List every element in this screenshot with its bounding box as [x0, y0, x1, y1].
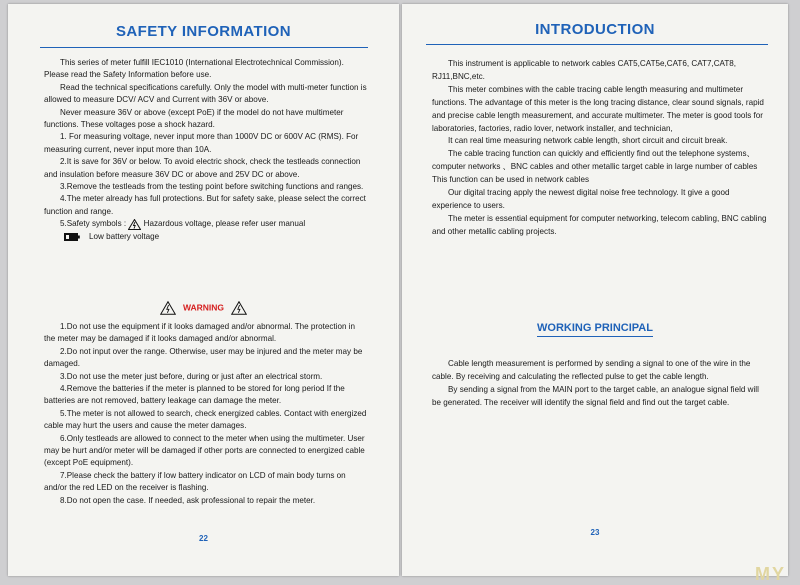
- battery-text: Low battery voltage: [89, 231, 160, 241]
- hazard-text: Hazardous voltage, please refer user manual: [143, 219, 306, 229]
- warning-heading: [8, 301, 399, 315]
- left-page: [8, 4, 399, 576]
- page-title: SAFETY INFORMATION: [116, 23, 291, 40]
- list-item: 3.Do not use the meter just before, during or just after an electrical storm.: [60, 371, 323, 381]
- list-item: 7.Please check the battery if low battery indicator on LCD of main body turns on and/or the red LED on the receiver is flashing.: [44, 470, 346, 493]
- paragraph: It can real time measuring network cable length, short circuit and circuit break.: [448, 136, 728, 146]
- hazard-icon: [128, 219, 141, 230]
- battery-icon: [64, 233, 80, 241]
- watermark: MY: [755, 564, 786, 584]
- paragraph: Read the technical specifications carefully. Only the model with multi-meter function is allowed to measure DCV/ ACV and Current with 36V or above.: [44, 82, 367, 105]
- list-item: 6.Only testleads are allowed to connect to the meter when using the multimeter. User may be hurt and/or meter will be damaged if other ports are connected to energized cable (except PoE equipment).: [44, 433, 365, 468]
- paragraph: Never measure 36V or above (except PoE) if the model do not have multimeter functions. These voltages pose a shock hazard.: [44, 107, 344, 130]
- page-number: 22: [199, 534, 208, 543]
- safety-symbols-row: [44, 218, 368, 230]
- paragraph: This series of meter fulfill IEC1010 (International Electrotechnical Commission). Please read the Safety Information before use.: [44, 58, 344, 80]
- list-item: 5.The meter is not allowed to search, check energized cables. Contact with energized cable may hurt the users and cause the meter damages.: [44, 408, 367, 431]
- paragraph: The meter is essential equipment for computer networking, telecom cabling, BNC cabling and other metallic cabling projects.: [432, 213, 767, 236]
- paragraph: 1. For measuring voltage, never input more than 1000V DC or 600V AC (RMS). For measuring current, never input more than 10A.: [44, 132, 359, 154]
- paragraph: 4.The meter already has full protections. But for safety sake, please select the correct function and range.: [44, 194, 366, 216]
- title-underline: [426, 44, 768, 45]
- page-number: 23: [590, 528, 600, 537]
- paragraph: This meter combines with the cable tracing cable length measuring and multimeter functions. The advantage of this meter is the long tracing distance, clear sound signals, rapid and precise cable length measurement, and accurate multimeter. The meter is good tools for laboratories, factories, radio lover, network installer, and technician,: [432, 84, 764, 133]
- paragraph: 2.It is save for 36V or below. To avoid electric shock, check the testleads connection and insulation before measure 36V DC or above and 25V DC or above.: [44, 157, 361, 179]
- warning-icon: [160, 301, 176, 315]
- warning-icon: [231, 301, 247, 315]
- warning-label: WARNING: [182, 302, 225, 313]
- list-item: 8.Do not open the case. If needed, ask professional to repair the meter.: [60, 495, 316, 505]
- section-subtitle: [402, 322, 788, 334]
- paragraph: By sending a signal from the MAIN port to the target cable, an analogue signal field will be generated. The receiver will identify the signal field and find out the target cable.: [432, 384, 759, 407]
- list-item: 2.Do not input over the range. Otherwise, user may be injured and the meter may be damaged.: [44, 346, 363, 369]
- battery-row: [44, 231, 368, 243]
- list-item: 1.Do not use the equipment if it looks damaged and/or abnormal. The protection in the meter may be damaged if it looks damaged and/or abnormal.: [44, 322, 356, 344]
- paragraph: 3.Remove the testleads from the testing point before switching functions and ranges.: [60, 182, 364, 192]
- title-underline: [40, 47, 368, 48]
- paragraph: This instrument is applicable to network cables CAT5,CAT5e,CAT6, CAT7,CAT8, RJ11,BNC,etc.: [432, 59, 737, 81]
- working-text: [432, 358, 768, 410]
- safety-symbols-label: 5.Safety symbols :: [60, 219, 127, 229]
- page-title: INTRODUCTION: [535, 21, 655, 38]
- warning-list: [44, 321, 368, 507]
- right-page: [402, 4, 788, 576]
- safety-text: [44, 57, 368, 243]
- subtitle-text: WORKING PRINCIPAL: [537, 322, 653, 337]
- list-item: 4.Remove the batteries if the meter is planned to be stored for long period If the batteries are not removed, battery leakage can damage the meter.: [44, 384, 345, 406]
- introduction-text: [432, 58, 768, 239]
- paragraph: Cable length measurement is performed by sending a signal to one of the wire in the cable. By receiving and calculating the reflected pulse to get the cable length.: [432, 359, 751, 381]
- paragraph: The cable tracing function can quickly and efficiently find out the telephone systems、 computer networks 、BNC cables and other metallic target cable in large number of cables This function can be used in network cables: [432, 149, 758, 185]
- paragraph: Our digital tracing apply the newest digital noise free technology. It give a good experience to users.: [432, 188, 730, 210]
